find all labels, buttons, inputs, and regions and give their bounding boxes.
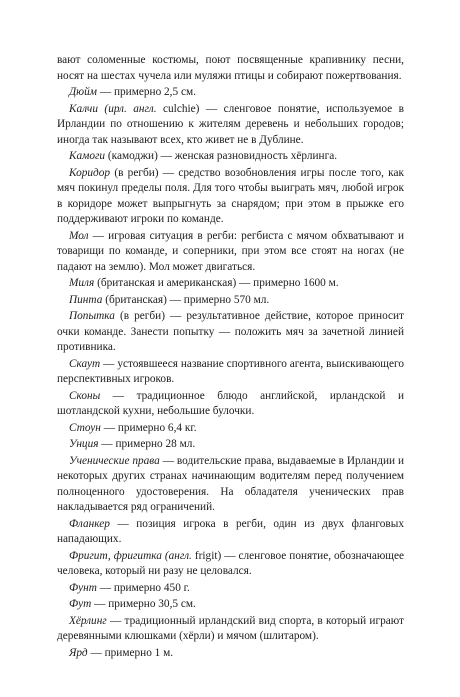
glossary-definition: позиция игрока в регби, один из двух фланговых нападающих. [57,517,404,545]
glossary-term: Миля [69,277,95,289]
term-separator: — [100,357,118,370]
term-separator: — [109,517,137,530]
glossary-definition: игровая ситуация в регби: регбиста с мячом обхватывают и товарищи по команде, и соперники, при этом все стоят на ногах (не падают на землю). Мол может двигаться. [57,229,404,273]
glossary-term: Унция [69,438,99,450]
glossary-term: Камоги [69,150,106,162]
term-separator: — [97,86,114,98]
glossary-term: Ученические права [69,454,160,467]
glossary-term: Стоун [69,421,101,434]
glossary-entry [57,276,404,292]
glossary-definition: примерно 1 м. [104,646,174,659]
glossary-definition: примерно 2,5 см. [113,86,196,98]
glossary-definition: вают соломенные костюмы, поют посвященные крапивнику песни, носят на шестах чучела или муляжи птицы и собирают пожертвования. [57,54,404,82]
glossary-entry [57,293,404,309]
glossary-term: Калчи (ирл. англ. [69,102,157,115]
glossary-term: Дюйм [69,86,98,98]
term-separator: — [91,598,109,610]
glossary-entry [57,454,404,516]
term-separator: — [87,646,105,659]
glossary-definition: примерно 450 г. [113,581,190,594]
glossary-term: Хёрлинг [69,614,107,627]
glossary-term: Коридор [69,166,111,179]
glossary-entry [57,646,404,662]
glossary-term: Фланкер [69,517,110,530]
glossary-entry [57,597,404,613]
glossary-definition: (в регби) — средство возобновления игры после того, как мяч покинул пределы поля. Для того чтобы выиграть мяч, любой игрок в коридоре может выпрыгнуть за снарядом; при этом в прыжке его поддерживают игроки по команде. [57,166,405,225]
glossary-entry [57,581,404,597]
glossary-definition: culchie) — сленговое понятие, используемое в Ирландии по отношению к жителям деревень и небольших городов; иногда так называют всех, кто живет не в Дублине. [57,102,404,146]
glossary-term: Ярд [69,646,88,659]
glossary-definition: примерно 30,5 см. [108,598,196,610]
glossary-entry [57,421,404,437]
glossary-definition: примерно 28 мл. [115,438,196,450]
glossary-definition: (британская) — примерно 570 мл. [105,293,270,306]
glossary-definition: примерно 6,4 кг. [117,421,197,434]
glossary-term: Фут [69,598,92,610]
glossary-definition: frigit) — сленговое понятие, обозначающее человека, который ни разу не целовался. [57,549,404,577]
glossary-entry [57,517,404,548]
glossary-entry [57,149,404,165]
glossary-term: Пинта [69,293,103,306]
glossary-entry [57,357,404,388]
glossary-entry [57,53,404,84]
glossary-entry [57,85,404,101]
glossary-entry [57,102,404,149]
glossary-definition: (британская и американская) — примерно 1600 м. [97,277,339,289]
glossary-term: Фригит, фригитка (англ. [69,549,192,562]
glossary-definition: традиционное блюдо английской, ирландской и шотландской кухни, небольшие булочки. [57,389,405,417]
glossary-term: Сконы [69,389,101,402]
glossary [57,53,404,661]
glossary-definition: устоявшееся название спортивного агента, выискивающего перспективных игроков. [57,357,404,385]
term-separator: — [96,581,114,594]
glossary-entry [57,437,404,453]
term-separator: — [106,614,125,627]
glossary-definition: (в регби) — результативное действие, которое приносит очки команде. Занести попытку — положить мяч за зачетной линией противника. [57,310,404,353]
term-separator: — [100,389,137,402]
glossary-term: Скаут [69,357,101,370]
glossary-entry [57,549,404,580]
glossary-entry [57,229,404,276]
glossary-entry [57,389,404,420]
glossary-term: Фунт [69,581,97,594]
glossary-definition: водительские права, выдаваемые в Ирландии и некоторых других странах начинающим водителям перед получением полноценного удостоверения. На обладателя ученических прав накладывается ряд ограничений. [57,454,404,513]
term-separator: — [100,421,118,434]
glossary-term: Мол [69,229,89,242]
glossary-definition: (камоджи) — женская разновидность хёрлинга. [107,150,338,162]
term-separator: — [159,454,177,467]
glossary-entry [57,614,404,645]
glossary-entry [57,166,404,228]
glossary-term: Попытка [69,310,115,322]
glossary-definition: традиционный ирландский вид спорта, в который играют деревянными клюшками (хёрли) и мячом (шлитаром). [57,614,404,642]
glossary-entry [57,309,404,356]
term-separator: — [98,438,116,450]
term-separator: — [88,229,109,242]
